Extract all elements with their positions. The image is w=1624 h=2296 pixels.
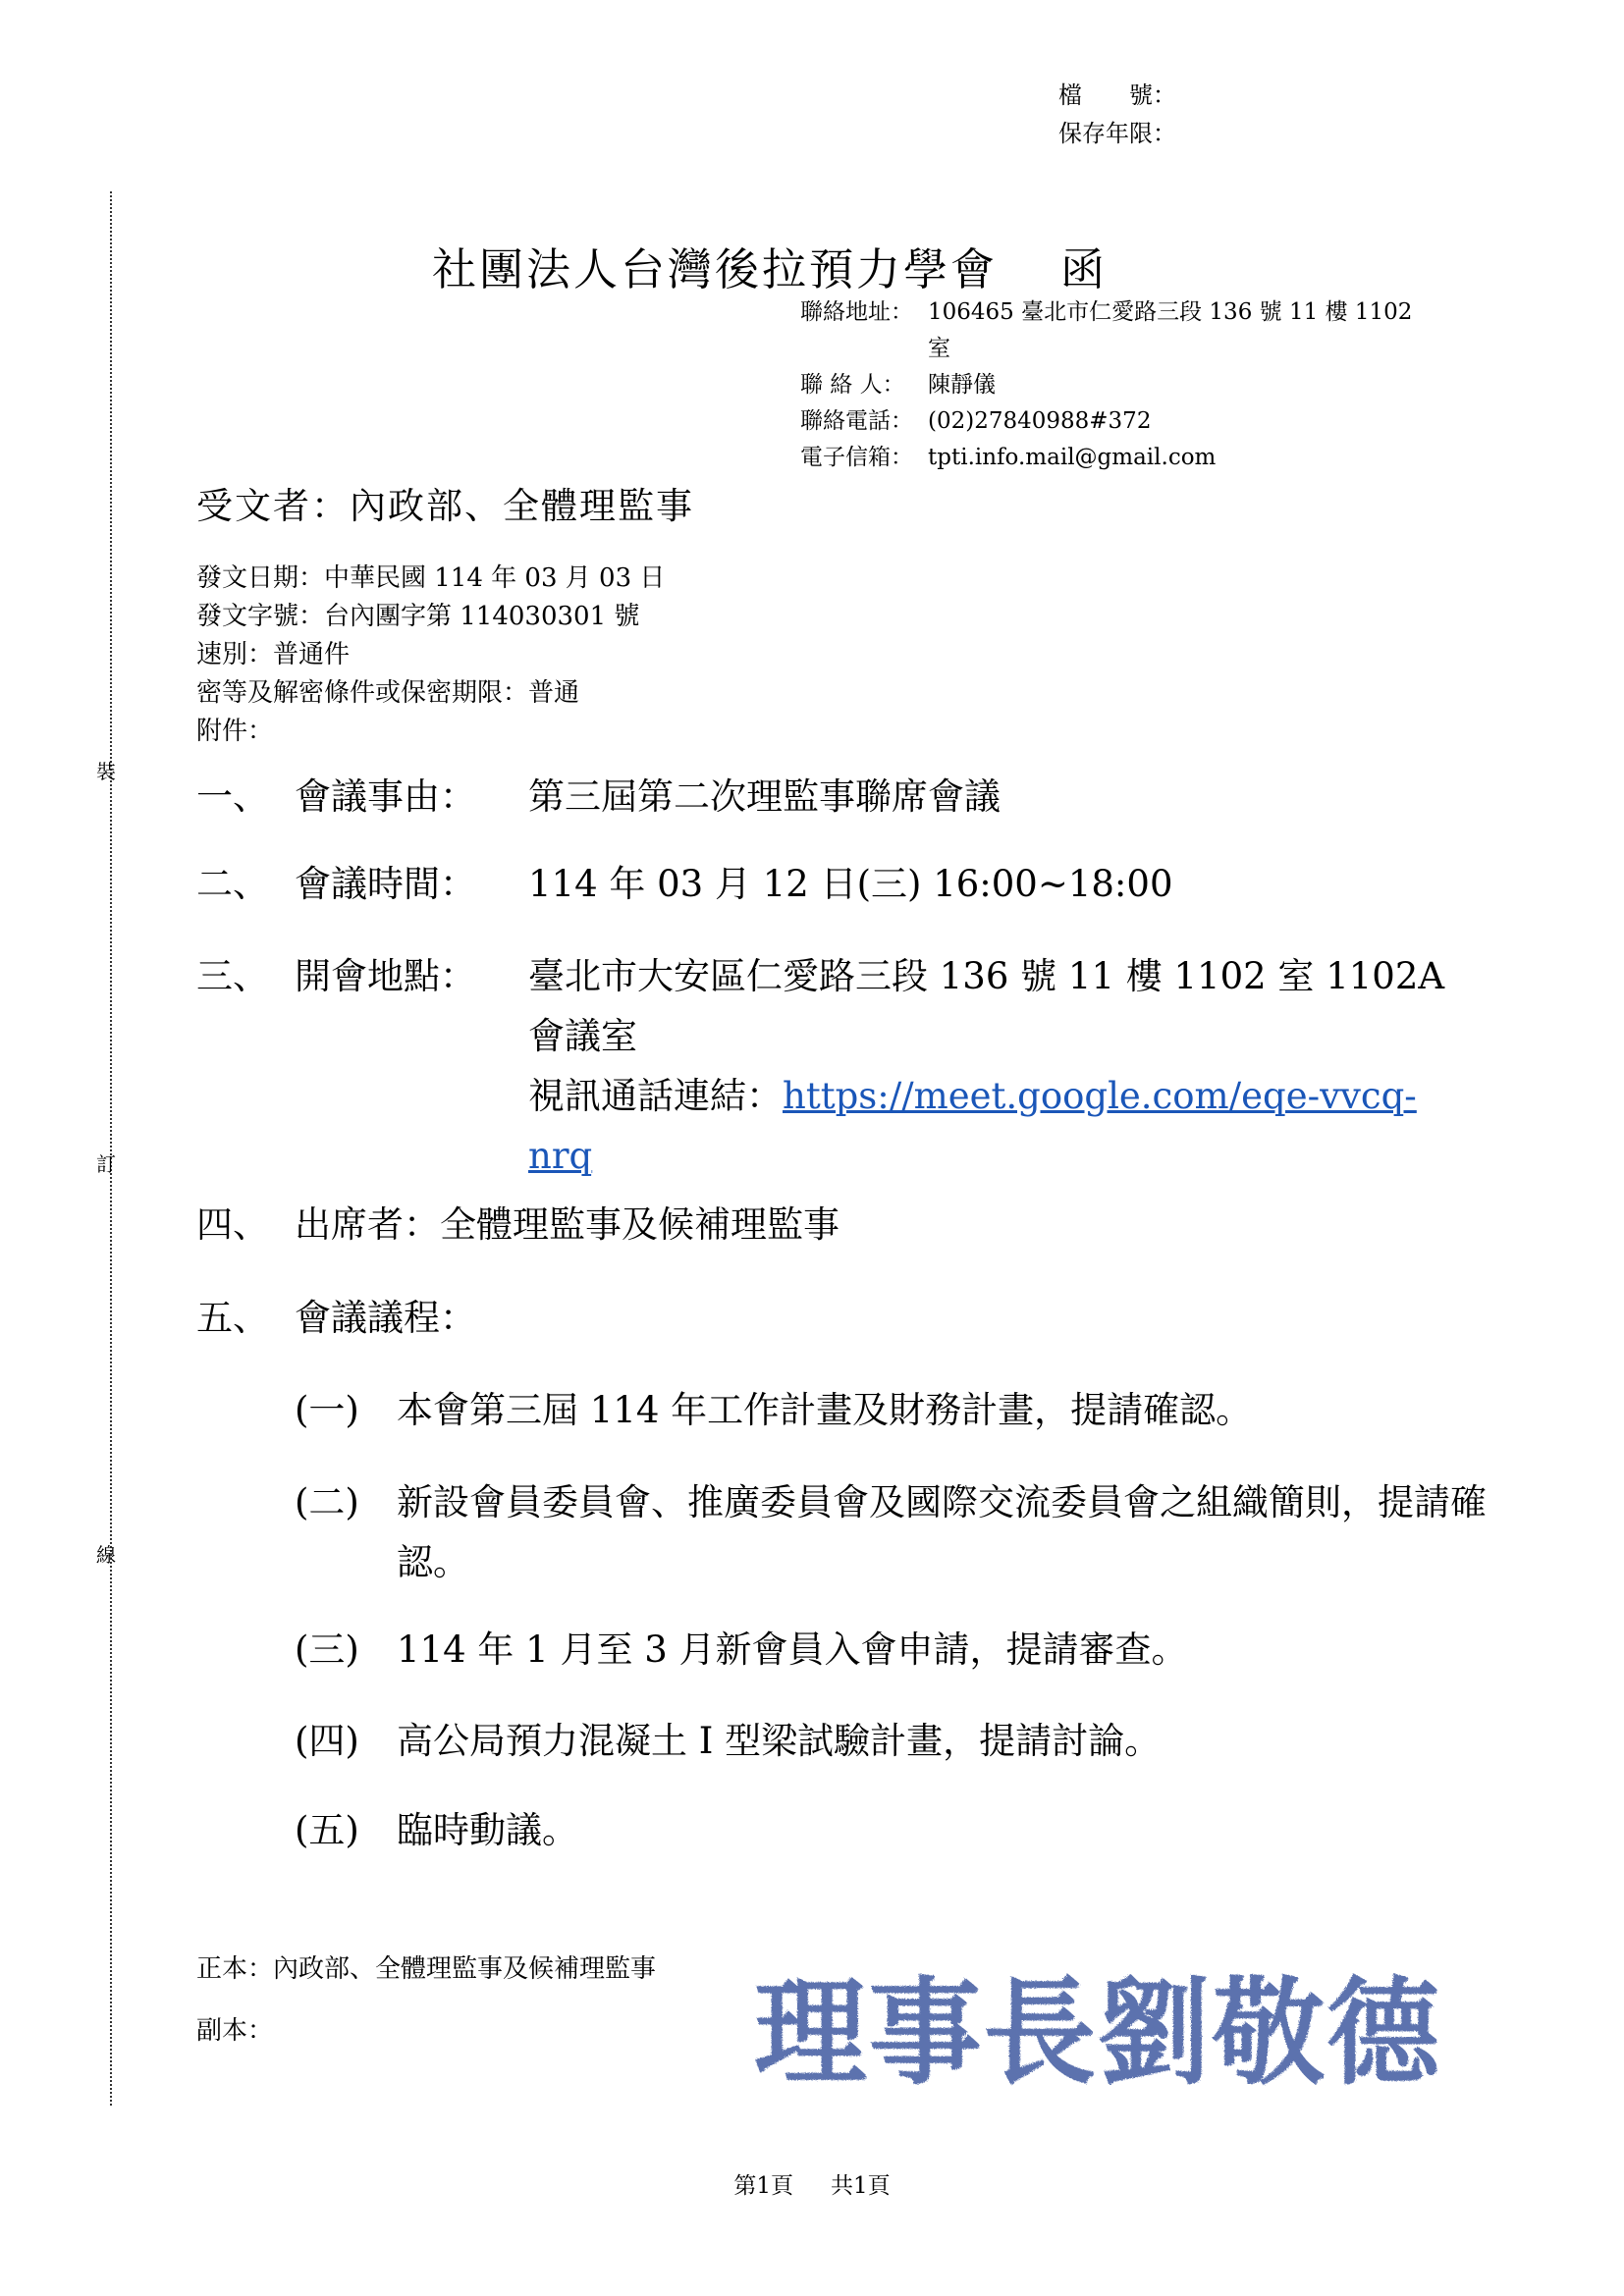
section-number: 二、 bbox=[196, 863, 269, 905]
address-value: 106465 臺北市仁愛路三段 136 號 11 樓 1102 室 bbox=[928, 299, 1413, 361]
binding-mark-ding: 訂 bbox=[96, 1152, 116, 1176]
attendees: 出席者：全體理監事及候補理監事 bbox=[295, 1203, 839, 1246]
section-attendees bbox=[196, 1195, 839, 1255]
secrecy-level: 密等及解密條件或保密期限：普通 bbox=[196, 678, 580, 708]
document-meta bbox=[196, 560, 665, 751]
delivery-speed: 速別：普通件 bbox=[196, 640, 351, 669]
section-label: 開會地點： bbox=[295, 955, 476, 997]
meeting-subject: 第三屆第二次理監事聯席會議 bbox=[528, 775, 1001, 818]
agenda-item bbox=[295, 1800, 1437, 1860]
attachment: 附件： bbox=[196, 717, 274, 746]
agenda-item-number: (一) bbox=[295, 1389, 359, 1431]
phone-label: 聯絡電話： bbox=[800, 408, 913, 434]
contact-info bbox=[800, 294, 1438, 476]
agenda-item-number: (二) bbox=[295, 1481, 359, 1523]
section-agenda bbox=[196, 1288, 476, 1348]
contact-person-value: 陳靜儀 bbox=[928, 372, 996, 398]
file-info bbox=[1058, 77, 1176, 153]
issue-date: 發文日期：中華民國 114 年 03 月 03 日 bbox=[196, 563, 666, 593]
agenda-item-number: (四) bbox=[295, 1720, 359, 1762]
section-number: 五、 bbox=[196, 1297, 269, 1339]
copy-recipients: 副本： bbox=[196, 2016, 274, 2046]
video-call-label: 視訊通話連結： bbox=[528, 1075, 783, 1117]
section-number: 三、 bbox=[196, 955, 269, 997]
original-recipients: 正本：內政部、全體理監事及候補理監事 bbox=[196, 1954, 657, 1984]
agenda-item bbox=[295, 1472, 1545, 1592]
reference-number: 發文字號：台內團字第 114030301 號 bbox=[196, 602, 640, 631]
section-meeting-time bbox=[196, 854, 1451, 914]
address-label: 聯絡地址： bbox=[800, 299, 913, 325]
agenda-item bbox=[295, 1620, 1437, 1680]
section-label: 會議事由： bbox=[295, 775, 476, 818]
section-label: 會議時間： bbox=[295, 863, 476, 905]
retention-period-label: 保存年限： bbox=[1058, 120, 1176, 147]
section-meeting-subject bbox=[196, 767, 1451, 827]
video-call-link[interactable]: https://meet.google.com/eqe-vvcq-nrq bbox=[528, 1075, 1417, 1177]
chairman-seal bbox=[744, 1963, 1451, 2101]
page-number: 第1頁 bbox=[733, 2173, 793, 2199]
binding-mark-xian: 線 bbox=[96, 1543, 116, 1567]
total-pages: 共1頁 bbox=[831, 2173, 891, 2199]
seal-text: 理事長劉敬德 bbox=[754, 1964, 1442, 2101]
phone-value: (02)27840988#372 bbox=[928, 408, 1152, 434]
agenda-item bbox=[295, 1711, 1437, 1771]
recipient: 受文者：內政部、全體理監事 bbox=[196, 485, 694, 527]
binding-mark-zhuang: 裝 bbox=[96, 760, 116, 783]
document-title bbox=[432, 234, 1108, 297]
file-number-label: 檔 號： bbox=[1058, 81, 1176, 109]
section-number: 四、 bbox=[196, 1203, 269, 1246]
agenda-item-text: 臨時動議。 bbox=[397, 1809, 578, 1851]
section-number: 一、 bbox=[196, 775, 269, 818]
agenda-heading: 會議議程： bbox=[295, 1297, 476, 1339]
contact-person-label: 聯 絡 人： bbox=[800, 372, 905, 398]
agenda-item-text: 新設會員委員會、推廣委員會及國際交流委員會之組織簡則，提請確認。 bbox=[397, 1481, 1487, 1583]
agenda-item-text: 本會第三屆 114 年工作計畫及財務計畫，提請確認。 bbox=[397, 1389, 1253, 1431]
agenda-item bbox=[295, 1380, 1437, 1440]
document-type: 函 bbox=[1060, 243, 1109, 295]
section-meeting-location bbox=[196, 946, 1451, 1186]
agenda-item-number: (三) bbox=[295, 1629, 359, 1671]
meeting-time: 114 年 03 月 12 日(三) 16:00~18:00 bbox=[528, 863, 1173, 905]
agenda-item-text: 114 年 1 月至 3 月新會員入會申請，提請審查。 bbox=[397, 1629, 1188, 1671]
agenda-item-number: (五) bbox=[295, 1809, 359, 1851]
page-footer bbox=[0, 2167, 1624, 2200]
meeting-location: 臺北市大安區仁愛路三段 136 號 11 樓 1102 室 1102A 會議室 bbox=[528, 955, 1445, 1057]
organization-name: 社團法人台灣後拉預力學會 bbox=[432, 243, 999, 295]
agenda-item-text: 高公局預力混凝土 I 型梁試驗計畫，提請討論。 bbox=[397, 1720, 1162, 1762]
email-label: 電子信箱： bbox=[800, 445, 913, 470]
email-value: tpti.info.mail@gmail.com bbox=[928, 445, 1217, 470]
